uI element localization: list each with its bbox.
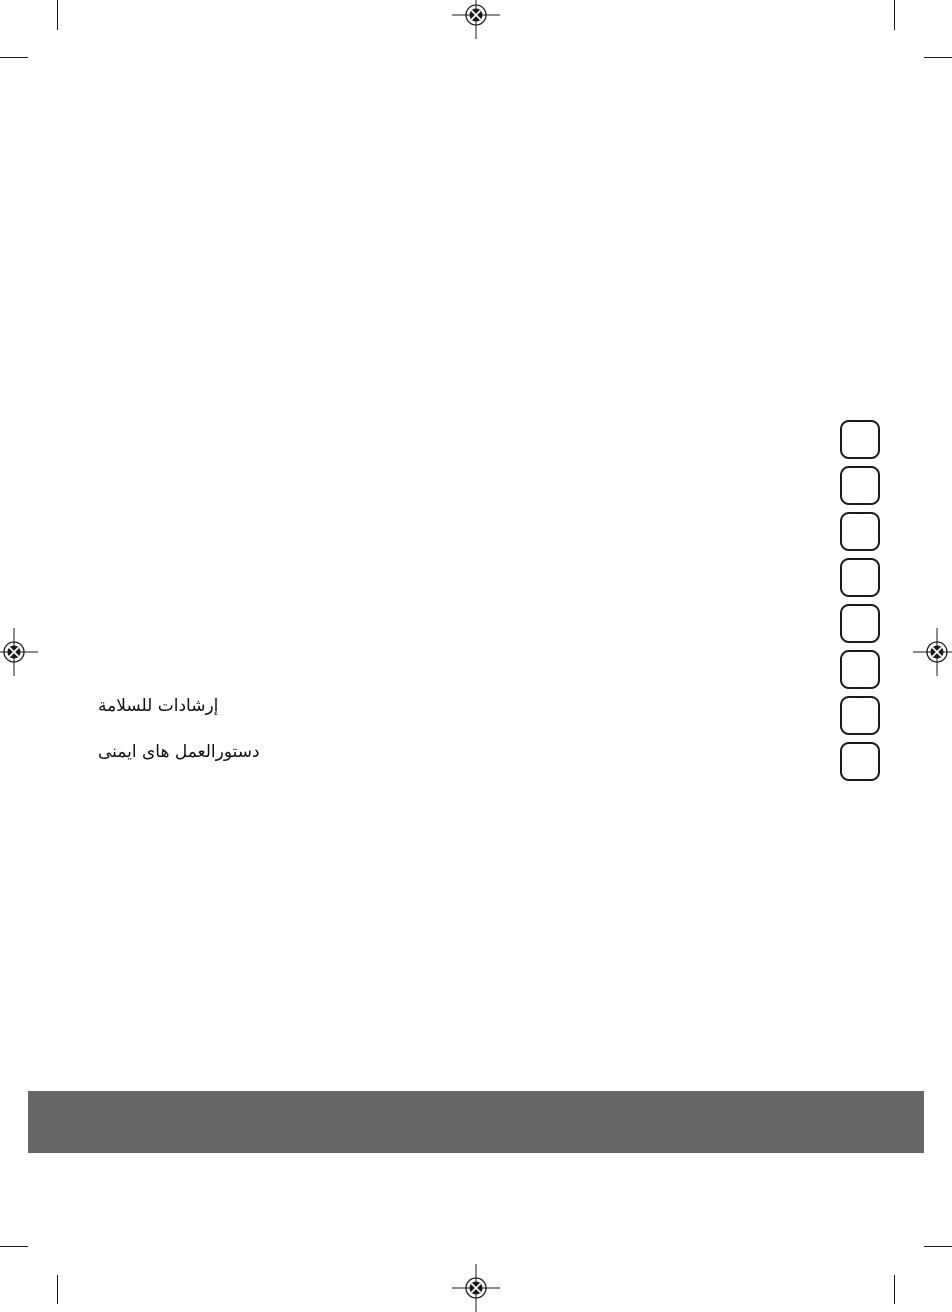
language-tab[interactable]	[840, 650, 880, 689]
crop-mark	[57, 0, 58, 30]
language-tab[interactable]	[840, 466, 880, 505]
language-tab[interactable]	[840, 696, 880, 735]
footer-band	[28, 1091, 924, 1153]
crop-mark	[0, 57, 28, 58]
language-tab[interactable]	[840, 604, 880, 643]
section-title-persian: دستورالعمل های ایمنی	[98, 742, 260, 762]
crop-mark	[924, 57, 952, 58]
crop-mark	[0, 1246, 28, 1247]
crop-mark	[924, 1246, 952, 1247]
language-tab[interactable]	[840, 558, 880, 597]
registration-mark-icon	[0, 628, 38, 676]
registration-mark-icon	[452, 1264, 500, 1312]
registration-mark-icon	[913, 628, 952, 676]
crop-mark	[57, 1275, 58, 1304]
crop-mark	[894, 1275, 895, 1304]
section-title-arabic: إرشادات للسلامة	[98, 696, 219, 716]
crop-mark	[894, 0, 895, 30]
registration-mark-icon	[452, 0, 500, 39]
language-tab[interactable]	[840, 742, 880, 781]
language-tab[interactable]	[840, 420, 880, 459]
language-tab-column	[840, 420, 880, 788]
language-tab[interactable]	[840, 512, 880, 551]
